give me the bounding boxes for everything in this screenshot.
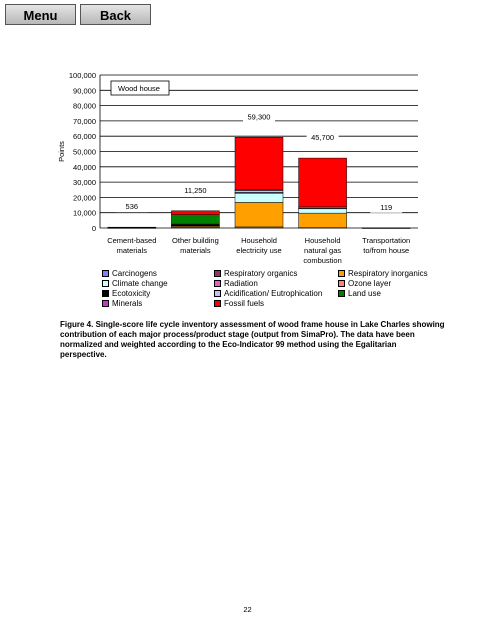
legend-item: [214, 268, 338, 278]
legend-swatch: [214, 280, 221, 287]
legend-swatch: [214, 290, 221, 297]
legend-label: Respiratory organics: [224, 268, 298, 278]
chart-legend: [102, 268, 448, 308]
chart-title: Wood house: [118, 84, 160, 93]
legend-label: Carcinogens: [112, 268, 157, 278]
bar-segment: [171, 215, 219, 224]
legend-label: Ecotoxicity: [112, 288, 151, 298]
legend-item: [102, 278, 214, 288]
menu-button[interactable]: Menu: [5, 4, 76, 25]
y-tick-label: 80,000: [73, 101, 96, 111]
legend-item: [338, 268, 448, 278]
bar-segment: [235, 190, 283, 192]
back-button[interactable]: Back: [80, 4, 151, 25]
x-category-label: combustion: [303, 256, 342, 265]
legend-swatch: [214, 300, 221, 307]
legend-swatch: [338, 290, 345, 297]
bar-segment: [299, 158, 347, 207]
y-tick-label: 100,000: [68, 71, 96, 80]
legend-label: Respiratory inorganics: [348, 268, 428, 278]
legend-item: [214, 288, 338, 298]
legend-swatch: [102, 290, 109, 297]
bar-segment: [171, 211, 219, 215]
legend-label: Acidification/ Eutrophication: [224, 288, 323, 298]
legend-swatch: [338, 270, 345, 277]
y-axis-label: Points: [57, 141, 66, 162]
legend-item: [338, 278, 448, 288]
bar-total-label: 45,700: [311, 133, 335, 143]
page-number: 22: [243, 605, 252, 614]
x-category-label: Cement-based: [107, 236, 157, 245]
bar-total-label: 11,250: [184, 185, 207, 195]
y-tick-label: 40,000: [73, 162, 96, 172]
x-category-label: to/from house: [363, 246, 410, 255]
legend-item: [338, 288, 448, 298]
x-category-label: Household: [241, 236, 277, 245]
stacked-bar-chart: [0, 0, 495, 270]
bar-total-label: 536: [125, 202, 139, 212]
legend-label: Fossil fuels: [224, 298, 265, 308]
legend-item: [102, 298, 214, 308]
bar-segment: [235, 137, 283, 190]
legend-item: [214, 298, 338, 308]
legend-label: Radiation: [224, 278, 258, 288]
y-tick-label: 70,000: [73, 116, 96, 126]
x-category-label: Other building: [172, 236, 219, 245]
y-tick-label: 20,000: [73, 193, 96, 203]
y-tick-label: 90,000: [73, 86, 96, 96]
y-tick-label: 60,000: [73, 132, 96, 142]
y-tick-label: 50,000: [73, 147, 96, 157]
bar-segment: [299, 209, 347, 214]
y-tick-label: 10,000: [73, 208, 96, 218]
legend-item: [214, 278, 338, 288]
legend-item: [102, 268, 214, 278]
x-category-label: Transportation: [362, 236, 411, 245]
legend-label: Minerals: [112, 298, 143, 308]
legend-swatch: [102, 300, 109, 307]
x-category-label: natural gas: [304, 246, 342, 255]
bar-total-label: 59,300: [247, 112, 271, 122]
legend-swatch: [214, 270, 221, 277]
bar-segment: [299, 213, 347, 228]
y-tick-label: 0: [91, 224, 96, 233]
y-tick-label: 30,000: [73, 178, 96, 188]
x-category-label: materials: [116, 246, 148, 255]
bar-total-label: 119: [380, 202, 393, 212]
legend-label: Climate change: [112, 278, 168, 288]
legend-swatch: [102, 270, 109, 277]
legend-item: [102, 288, 214, 298]
x-category-label: electricity use: [236, 246, 282, 255]
x-category-label: materials: [180, 246, 211, 255]
legend-swatch: [102, 280, 109, 287]
bar-segment: [235, 193, 283, 202]
legend-swatch: [338, 280, 345, 287]
figure-caption: Figure 4. Single-score life cycle inventory assessment of wood frame house in Lake Charles showing contribution of each major process/product stage (output from SimaPro). The data have been normalized and weighted according to the Eco-Indicator 99 method using the Egalitarian perspective.: [60, 320, 445, 359]
x-category-label: Household: [304, 236, 341, 245]
legend-label: Land use: [348, 288, 381, 298]
legend-label: Ozone layer: [348, 278, 392, 288]
bar-segment: [235, 202, 283, 226]
